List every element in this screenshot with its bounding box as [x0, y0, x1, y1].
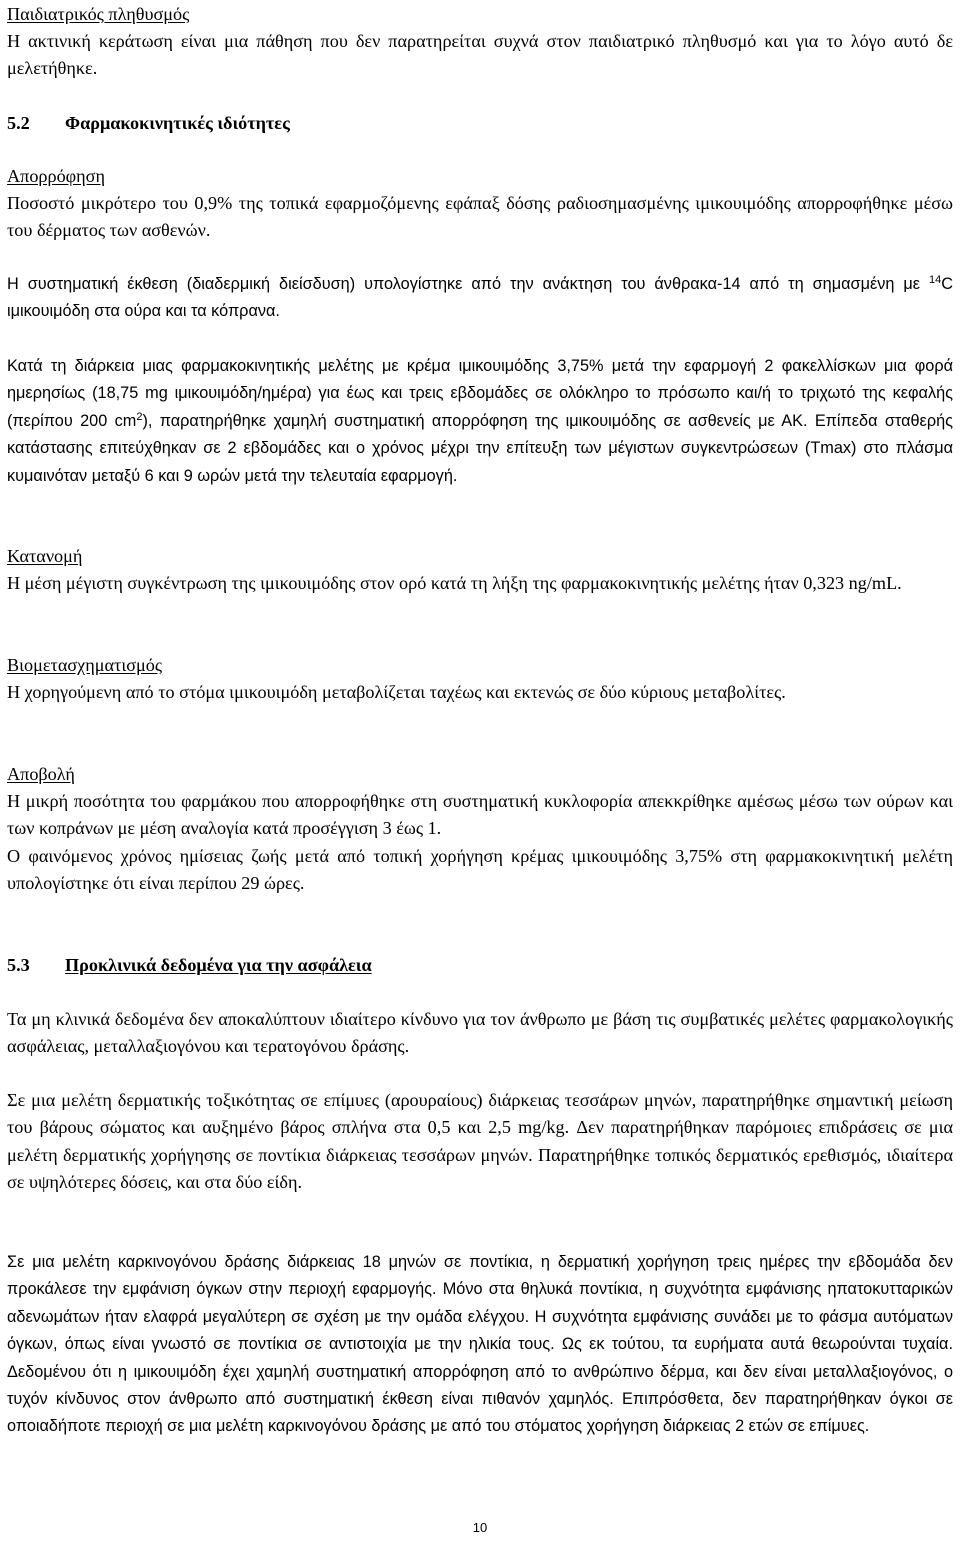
pediatric-heading: Παιδιατρικός πληθυσμός: [7, 4, 190, 24]
biotransformation-text: Η χορηγούμενη από το στόμα ιμικουιμόδη μεταβολίζεται ταχέως και εκτενώς σε δύο κύριους μεταβολίτες.: [7, 682, 786, 702]
page-number: 10: [472, 1520, 488, 1535]
section-5-3-title: Προκλινικά δεδομένα για την ασφάλεια: [65, 955, 372, 975]
distribution-heading: Κατανομή: [7, 546, 83, 566]
section-5-2-heading: [7, 110, 953, 137]
preclinical-paragraph-3: Σε μια μελέτη καρκινογόνου δράσης διάρκειας 18 μηνών σε ποντίκια, η δερματική χορήγηση τρεις ημέρες την εβδομάδα δεν προκάλεσε την εμφάνιση όγκων στην περιοχή εφαρμογής. Μόνο στα θηλυκά ποντίκια, η συχνότητα εμφάνισης ηπατοκυτταρικών αδενωμάτων ήταν ελαφρά μεγαλύτερη σε σχέση με την ομάδα ελέγχου. Η συχνότητα εμφάνισης συνάδει με το φάσμα αυτόματων όγκων, όπως είναι γνωστό σε ποντίκια σε αντιστοιχία με την ηλικία τους. Ως εκ τούτου, τα ευρήματα αυτά θεωρούνται τυχαία. Δεδομένου ότι η ιμικουιμόδη έχει χαμηλή συστηματική απορρόφηση από το ανθρώπινο δέρμα, και δεν είναι μεταλλαξιογόνος, ο τυχόν κίνδυνος στον άνθρωπο από συστηματική έκθεση είναι πιθανόν χαμηλός. Επιπρόσθετα, δεν παρατηρήθηκαν όγκοι σε οποιαδήποτε περιοχή σε μια μελέτη καρκινογόνου δράσης με από του στόματος χορήγηση διάρκειας 2 ετών σε επίμυες.: [7, 1253, 953, 1436]
distribution-text: Η μέση μέγιστη συγκέντρωση της ιμικουιμόδης στον ορό κατά τη λήξη της φαρμακοκινητικής μελέτης ήταν 0,323 ng/mL.: [7, 573, 902, 593]
section-5-3-number: 5.3: [7, 955, 30, 975]
absorption-heading: Απορρόφηση: [7, 166, 105, 186]
preclinical-paragraph-2: Σε μια μελέτη δερματικής τοξικότητας σε επίμυες (αρουραίους) διάρκειας τεσσάρων μηνών, παρατηρήθηκε σημαντική μείωση του βάρους σώματος και αυξημένο βάρος σπλήνα στα 0,5 και 2,5 mg/kg. Δεν παρατηρήθηκαν παρόμοιες επιδράσεις σε μια μελέτη δερματικής χορήγησης σε ποντίκια διάρκειας τεσσάρων μηνών. Παρατηρήθηκε τοπικός δερματικός ερεθισμός, ιδιαίτερα σε υψηλότερες δόσεις, και στα δύο είδη.: [7, 1090, 953, 1193]
elimination-paragraph-1: Η μικρή ποσότητα του φαρμάκου που απορροφήθηκε στη συστηματική κυκλοφορία απεκκρίθηκε αμέσως μέσω των ούρων και των κοπράνων με μέση αναλογία κατά προσέγγιση 3 έως 1.: [7, 791, 953, 839]
elimination-paragraph-2: Ο φαινόμενος χρόνος ημίσειας ζωής μετά από τοπική χορήγηση κρέμας ιμικουιμόδης 3,75% στη φαρμακοκινητική μελέτη υπολογίστηκε ότι είναι περίπου 29 ώρες.: [7, 846, 953, 894]
preclinical-paragraph-1: Τα μη κλινικά δεδομένα δεν αποκαλύπτουν ιδιαίτερο κίνδυνο για τον άνθρωπο με βάση τις συμβατικές μελέτες φαρμακολογικής ασφάλειας, μεταλλαξιογόνου και τερατογόνου δράσης.: [7, 1009, 953, 1057]
absorption-paragraph-1: Ποσοστό μικρότερο του 0,9% της τοπικά εφαρμοζόμενης εφάπαξ δόσης ραδιοσημασμένης ιμικουιμόδης απορροφήθηκε μέσω του δέρματος των ασθενών.: [7, 193, 953, 241]
section-5-2-number: 5.2: [7, 113, 30, 133]
section-5-2-title: Φαρμακοκινητικές ιδιότητες: [65, 113, 290, 133]
absorption-paragraph-2: Η συστηματική έκθεση (διαδερμική διείσδυση) υπολογίστηκε από την ανάκτηση του άνθρακα-14 από τη σημασμένη με $^{14}$C ιμικουιμόδη στα ούρα και τα κόπρανα.: [7, 274, 953, 321]
section-5-3-heading: [7, 952, 953, 979]
elimination-heading: Αποβολή: [7, 764, 75, 784]
biotransformation-heading: Βιομετασχηματισμός: [7, 655, 163, 675]
pediatric-text: Η ακτινική κεράτωση είναι μια πάθηση που δεν παρατηρείται συχνά στον παιδιατρικό πληθυσμό και για το λόγο αυτό δε μελετήθηκε.: [7, 31, 953, 79]
absorption-paragraph-3: Κατά τη διάρκεια μιας φαρμακοκινητικής μελέτης με κρέμα ιμικουιμόδης 3,75% μετά την εφαρμογή 2 φακελλίσκων μια φορά ημερησίως (18,75 mg ιμικουιμόδη/ημέρα) για έως και τρεις εβδομάδες σε ολόκληρο το πρόσωπο και/ή το τριχωτό της κεφαλής (περίπου 200 $cm^2$), παρατηρήθηκε χαμηλή συστηματική απορρόφηση της ιμικουιμόδης σε ασθενείς με ΑΚ. Επίπεδα σταθερής κατάστασης επιτεύχθηκαν σε 2 εβδομάδες και ο χρόνος μέχρι την επίτευξη των μέγιστων συγκεντρώσεων (Tmax) στο πλάσμα κυμαινόταν μεταξύ 6 και 9 ωρών μετά την τελευταία εφαρμογή.: [7, 357, 953, 485]
